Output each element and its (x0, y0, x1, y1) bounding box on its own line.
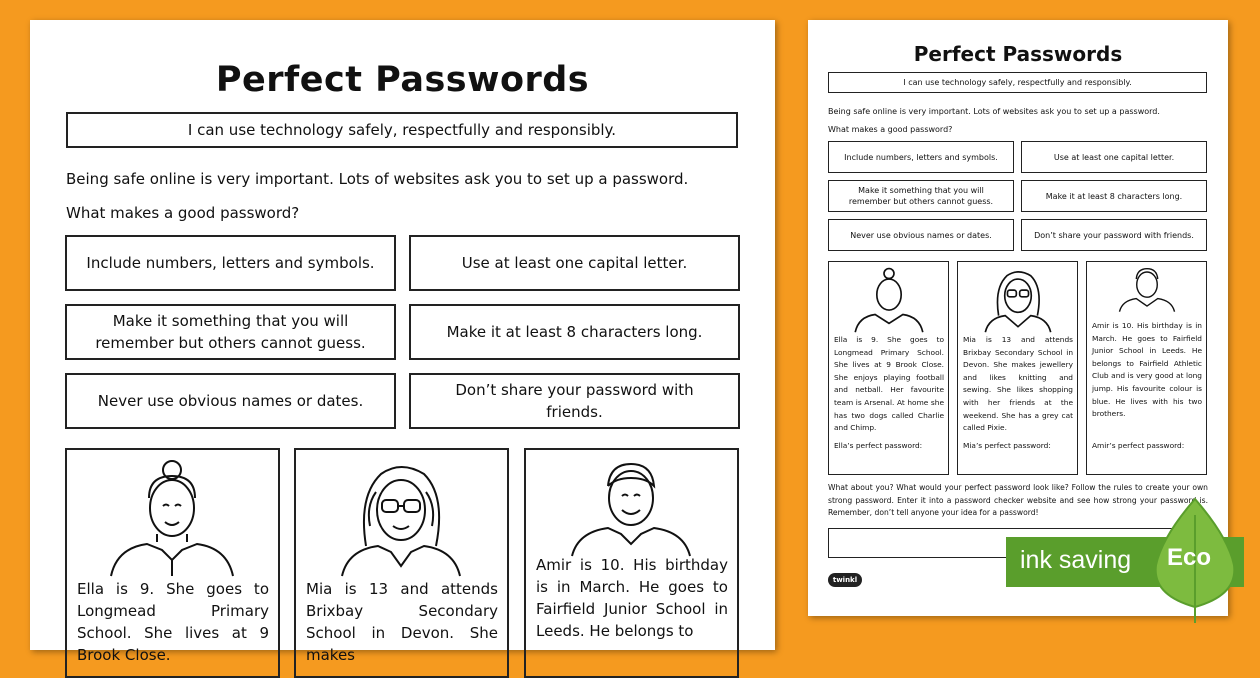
mia-portrait-image (336, 456, 466, 576)
child-card-amir (524, 448, 739, 678)
rule-box: Make it at least 8 characters long. (409, 304, 740, 360)
eco-label: Eco (1167, 544, 1212, 571)
ella-bio-text: Ella is 9. She goes to Longmead Primary School. She lives at 9 Brook Close. She enjoys playing football and netball. Her favourite team is Arsenal. At home she has two dogs called Charlie and Chimp. (834, 335, 944, 433)
amir-portrait-image (1111, 265, 1183, 321)
mia-portrait-image (982, 265, 1054, 333)
ella-portrait-image (107, 456, 237, 576)
rule-box: Include numbers, letters and symbols. (828, 141, 1014, 173)
rule-box: Use at least one capital letter. (409, 235, 740, 291)
twinkl-logo: twinkl (828, 573, 862, 587)
intro-text: Being safe online is very important. Lots of websites ask you to set up a password. (66, 170, 689, 188)
amir-bio-text: Amir is 10. His birthday is in March. He goes to Fairfield Junior School in Leeds. He belongs to Fairfield Athletic Club and is very good at long jump. His favourite colour is blue. He lives with his two brothers. (1092, 321, 1202, 419)
mia-password-label: Mia’s perfect password: (963, 441, 1051, 450)
question-text: What makes a good password? (66, 204, 300, 222)
ella-password-label: Ella’s perfect password: (834, 441, 923, 450)
rule-box: Make it at least 8 characters long. (1021, 180, 1207, 212)
learning-objective: I can use technology safely, respectfully and responsibly. (66, 112, 738, 148)
rule-box: Don’t share your password with friends. (1021, 219, 1207, 251)
intro-text: Being safe online is very important. Lots of websites ask you to set up a password. (828, 107, 1160, 116)
ink-saving-label: ink saving (1020, 546, 1132, 574)
worksheet-preview-zoomed (30, 20, 775, 664)
page-title: Perfect Passwords (215, 60, 590, 100)
amir-password-label: Amir’s perfect password: (1092, 441, 1185, 450)
child-card-mia (294, 448, 509, 678)
child-card-ella (65, 448, 280, 678)
what-about-you-text: What about you? What would your perfect password look like? Follow the rules to create your own strong password. Enter it into a password checker website and see how strong your password is. Remember, don’t tell anyone your idea for a password! (828, 483, 1208, 518)
rule-box: Don’t share your password with friends. (409, 373, 740, 429)
mia-bio-text: Mia is 13 and attends Brixbay Secondary School in Devon. She makes (306, 580, 498, 664)
amir-portrait-image (566, 456, 696, 556)
page-title: Perfect Passwords (913, 42, 1123, 66)
ella-bio-text: Ella is 9. She goes to Longmead Primary School. She lives at 9 Brook Close. (77, 580, 269, 664)
ella-portrait-image (853, 265, 925, 333)
rule-box: Never use obvious names or dates. (828, 219, 1014, 251)
amir-bio-text: Amir is 10. His birthday is in March. He goes to Fairfield Junior School in Leeds. He belongs to (536, 556, 728, 640)
rule-box: Never use obvious names or dates. (65, 373, 396, 429)
child-card-ella (828, 261, 949, 475)
mia-bio-text: Mia is 13 and attends Brixbay Secondary School in Devon. She makes jewellery and likes knitting and sewing. She likes shopping with her friends at the weekend. She has a grey cat called Pixie. (963, 335, 1073, 433)
rule-box: Make it something that you will remember but others cannot guess. (65, 304, 396, 360)
rule-box: Include numbers, letters and symbols. (65, 235, 396, 291)
question-text: What makes a good password? (828, 125, 953, 134)
learning-objective: I can use technology safely, respectfully and responsibly. (828, 72, 1207, 93)
child-card-amir (1086, 261, 1207, 475)
child-card-mia (957, 261, 1078, 475)
rule-box: Make it something that you will remember but others cannot guess. (828, 180, 1014, 212)
rule-box: Use at least one capital letter. (1021, 141, 1207, 173)
